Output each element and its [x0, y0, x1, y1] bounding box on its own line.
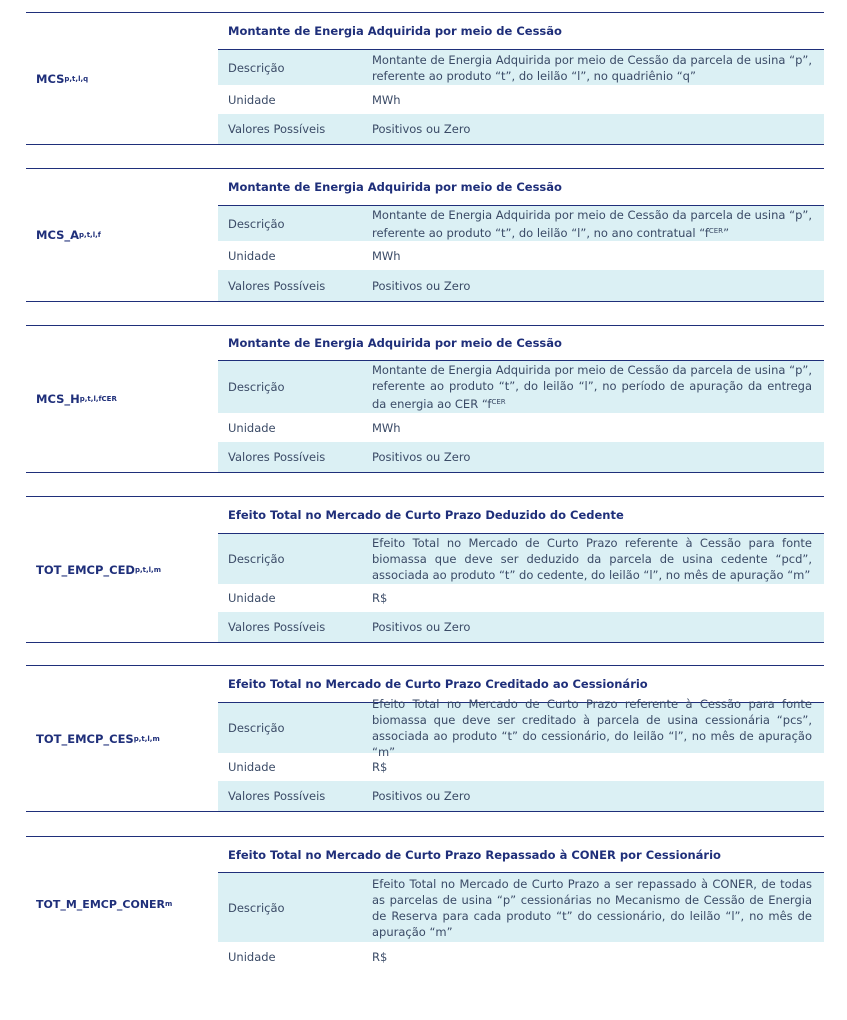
- possible-values-label: Valores Possíveis: [228, 620, 326, 634]
- unit-label: Unidade: [228, 248, 276, 263]
- unit-label: Unidade: [228, 949, 276, 964]
- possible-values-row: [218, 114, 824, 144]
- possible-values-label: Valores Possíveis: [228, 450, 326, 464]
- variable-title: Efeito Total no Mercado de Curto Prazo Creditado ao Cessionário: [218, 666, 824, 703]
- description-row: [218, 697, 824, 759]
- variable-title: Montante de Energia Adquirida por meio de Cessão: [218, 13, 824, 50]
- variable-name: MCS_H p,t,l,fCER: [36, 392, 117, 406]
- unit-row: [218, 584, 824, 612]
- description-row: [218, 361, 824, 413]
- variable-name: TOT_M_EMCP_CONER m: [36, 897, 173, 911]
- unit-value: MWh: [372, 420, 401, 435]
- description-value: Efeito Total no Mercado de Curto Prazo referente à Cessão para fonte biomassa que deve ser creditado à parcela de usina cessionária “pcs”, associada ao produto “t” do cessionário, do leilão “l”, no mês de apuração “m”: [372, 697, 812, 759]
- unit-label: Unidade: [228, 591, 276, 605]
- description-row: [218, 873, 824, 942]
- possible-values-row: [218, 781, 824, 811]
- description-value: Montante de Energia Adquirida por meio de Cessão da parcela de usina “p”, referente ao produto “t”, do leilão “l”, no ano contratual “$f^{CER}$”: [372, 207, 812, 240]
- variable-name: TOT_EMCP_CES p,t,l,m: [36, 731, 160, 746]
- variable-table: [218, 169, 824, 301]
- unit-row: [218, 241, 824, 270]
- possible-values-value: Positivos ou Zero: [372, 278, 471, 293]
- description-row: [218, 206, 824, 241]
- description-value: Efeito Total no Mercado de Curto Prazo referente à Cessão para fonte biomassa que deve ser deduzido da parcela de usina cedente “pcd”, associada ao produto “t” do cedente, do leilão “l”, no mês de apuração “m”: [372, 536, 812, 582]
- possible-values-value: Positivos ou Zero: [372, 450, 471, 464]
- unit-value: R$: [372, 591, 388, 605]
- description-value: Montante de Energia Adquirida por meio de Cessão da parcela de usina “p”, referente ao produto “t”, do leilão “l”, no quadriênio “q”: [372, 52, 812, 83]
- unit-row: [218, 85, 824, 114]
- unit-label: Unidade: [228, 420, 276, 435]
- description-label: Descrição: [228, 216, 285, 231]
- variable-block-tot-m-emcp-coner: [26, 836, 824, 971]
- variable-table: [218, 837, 824, 971]
- variable-table: [218, 326, 824, 472]
- variable-block-mcs-a: [26, 168, 824, 302]
- unit-label: Unidade: [228, 760, 276, 774]
- description-row: [218, 50, 824, 85]
- unit-value: MWh: [372, 248, 401, 263]
- variable-table: [218, 13, 824, 144]
- variable-table: [218, 497, 824, 642]
- possible-values-value: Positivos ou Zero: [372, 620, 471, 634]
- variable-name: TOT_EMCP_CED p,t,l,m: [36, 562, 162, 577]
- variable-name: MCS_A p,t,l,f: [36, 228, 101, 242]
- unit-value: MWh: [372, 92, 401, 107]
- variable-block-mcs: [26, 12, 824, 145]
- variable-title: Montante de Energia Adquirida por meio de Cessão: [218, 326, 824, 361]
- possible-values-value: Positivos ou Zero: [372, 122, 471, 136]
- variable-title: Montante de Energia Adquirida por meio de Cessão: [218, 169, 824, 206]
- description-label: Descrição: [228, 380, 285, 394]
- variable-title: Efeito Total no Mercado de Curto Prazo Deduzido do Cedente: [218, 497, 824, 534]
- variable-name: MCS p,t,l,q: [36, 71, 89, 86]
- unit-value: R$: [372, 949, 388, 964]
- possible-values-row: [218, 270, 824, 301]
- description-value: Montante de Energia Adquirida por meio de Cessão da parcela de usina “p”, referente ao produto “t”, do leilão “l”, no período de apuração da entrega da energia ao CER “$f^{CER}$: [372, 363, 812, 411]
- description-value: Efeito Total no Mercado de Curto Prazo a ser repassado à CONER, de todas as parcelas de usina “p” cessionárias no Mecanismo de Cessão de Energia de Reserva para cada produto “t” do cessionário, do leilão “l”, no mês de apuração “m”: [372, 876, 812, 939]
- possible-values-label: Valores Possíveis: [228, 278, 326, 293]
- possible-values-row: [218, 612, 824, 642]
- variable-block-tot-emcp-ced: [26, 496, 824, 643]
- description-label: Descrição: [228, 60, 285, 75]
- unit-row: [218, 413, 824, 442]
- variable-table: [218, 666, 824, 811]
- description-label: Descrição: [228, 552, 285, 566]
- unit-row: [218, 753, 824, 781]
- variable-block-tot-emcp-ces: [26, 665, 824, 812]
- description-row: [218, 534, 824, 584]
- possible-values-label: Valores Possíveis: [228, 789, 326, 803]
- possible-values-value: Positivos ou Zero: [372, 789, 471, 803]
- unit-label: Unidade: [228, 92, 276, 107]
- unit-row: [218, 942, 824, 971]
- unit-value: R$: [372, 760, 388, 774]
- variable-block-mcs-h: [26, 325, 824, 473]
- possible-values-row: [218, 442, 824, 472]
- description-label: Descrição: [228, 900, 285, 915]
- description-label: Descrição: [228, 721, 285, 735]
- possible-values-label: Valores Possíveis: [228, 122, 326, 136]
- variable-title: Efeito Total no Mercado de Curto Prazo Repassado à CONER por Cessionário: [218, 837, 824, 873]
